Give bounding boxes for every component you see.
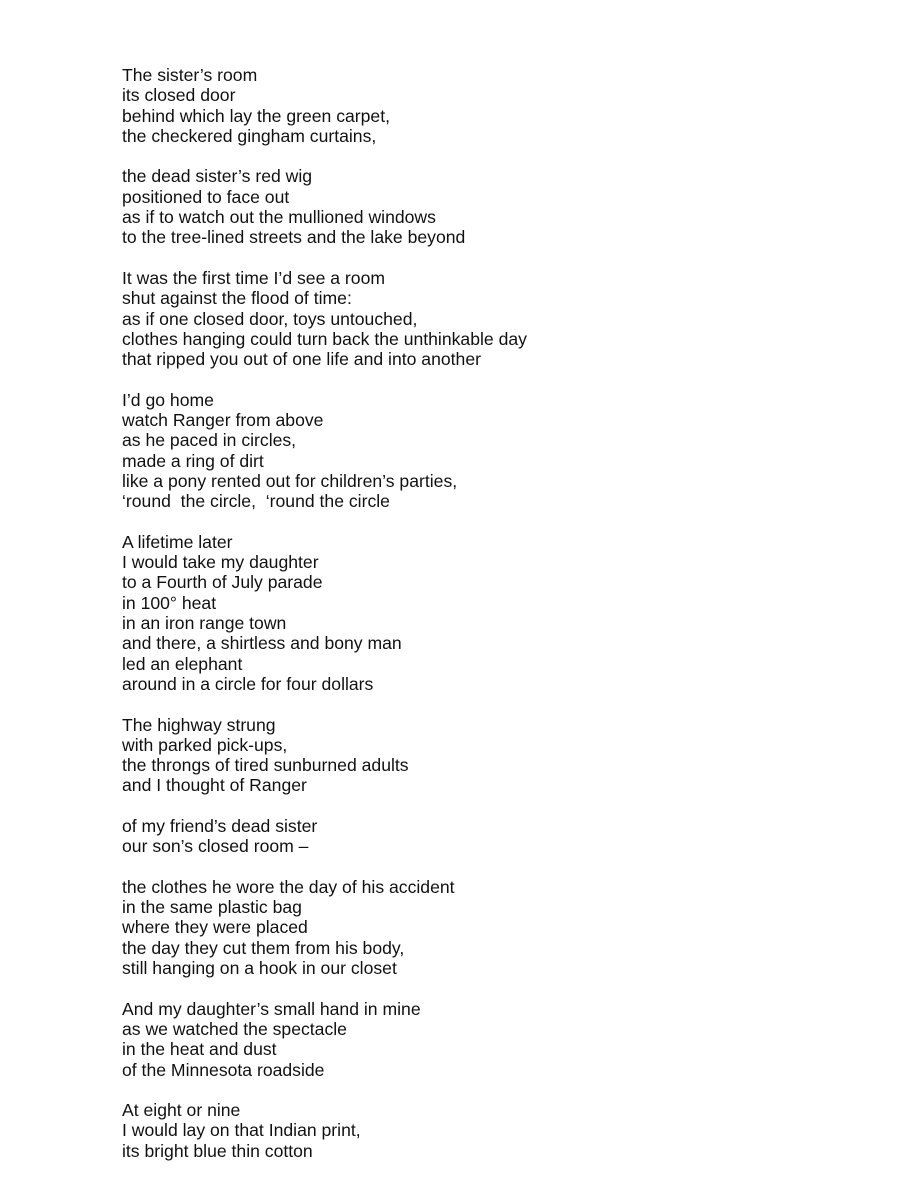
poem-line: as if to watch out the mullioned windows [122, 207, 436, 228]
poem-line: and there, a shirtless and bony man [122, 633, 402, 654]
poem-line: the checkered gingham curtains, [122, 125, 377, 146]
stanza-4 [122, 390, 882, 512]
poem-line: The highway strung [122, 714, 276, 735]
poem-line: the throngs of tired sunburned adults [122, 755, 409, 776]
poem-line: like a pony rented out for children’s parties, [122, 470, 458, 491]
poem-line: its bright blue thin cotton [122, 1140, 313, 1161]
poem-line: the dead sister’s red wig [122, 166, 313, 187]
poem-line: And my daughter’s small hand in mine [122, 998, 421, 1019]
poem-line: I’d go home [122, 389, 214, 410]
poem-line: in the same plastic bag [122, 897, 302, 918]
poem-line: its closed door [122, 85, 236, 106]
stanza-3 [122, 268, 882, 369]
poem-line: It was the first time I’d see a room [122, 267, 386, 288]
poem-line: behind which lay the green carpet, [122, 105, 390, 126]
stanza-6 [122, 715, 882, 796]
stanza-5 [122, 532, 882, 694]
stanza-2 [122, 166, 882, 247]
poem-line: as if one closed door, toys untouched, [122, 308, 418, 329]
poem-line: the day they cut them from his body, [122, 937, 405, 958]
poem-line: made a ring of dirt [122, 450, 264, 471]
stanza-8 [122, 877, 882, 978]
poem-line: positioned to face out [122, 186, 290, 207]
poem-line: in the heat and dust [122, 1039, 277, 1060]
poem-line: shut against the flood of time: [122, 288, 352, 309]
poem-line: in 100° heat [122, 592, 217, 613]
poem-line: I would lay on that Indian print, [122, 1120, 361, 1141]
poem-line: A lifetime later [122, 531, 233, 552]
poem-line: that ripped you out of one life and into another [122, 349, 481, 370]
poem-line: of the Minnesota roadside [122, 1059, 325, 1080]
poem-line: At eight or nine [122, 1100, 241, 1121]
poem-line: around in a circle for four dollars [122, 673, 374, 694]
poem-line: the clothes he wore the day of his accident [122, 876, 455, 897]
poem-line: where they were placed [122, 917, 308, 938]
poem-line: our son’s closed room – [122, 836, 309, 857]
stanza-7 [122, 816, 882, 857]
poem-body [122, 65, 882, 1181]
poem-line: as he paced in circles, [122, 430, 297, 451]
poem-line: to the tree-lined streets and the lake beyond [122, 227, 466, 248]
poem-line: with parked pick-ups, [122, 734, 288, 755]
poem-line: in an iron range town [122, 613, 287, 634]
poem-line: I would take my daughter [122, 552, 319, 573]
stanza-10 [122, 1100, 882, 1161]
poem-line: of my friend’s dead sister [122, 815, 318, 836]
poem-line: The sister’s room [122, 65, 258, 85]
poem-line: to a Fourth of July parade [122, 572, 323, 593]
poem-line: ‘round the circle, ‘round the circle [122, 491, 390, 512]
poem-line: led an elephant [122, 653, 243, 674]
poem-line: as we watched the spectacle [122, 1018, 347, 1039]
stanza-9 [122, 999, 882, 1080]
poem-line: clothes hanging could turn back the unthinkable day [122, 328, 527, 349]
stanza-1 [122, 65, 882, 146]
poem-line: and I thought of Ranger [122, 775, 307, 796]
poem-line: watch Ranger from above [122, 410, 324, 431]
poem-line: still hanging on a hook in our closet [122, 958, 397, 979]
